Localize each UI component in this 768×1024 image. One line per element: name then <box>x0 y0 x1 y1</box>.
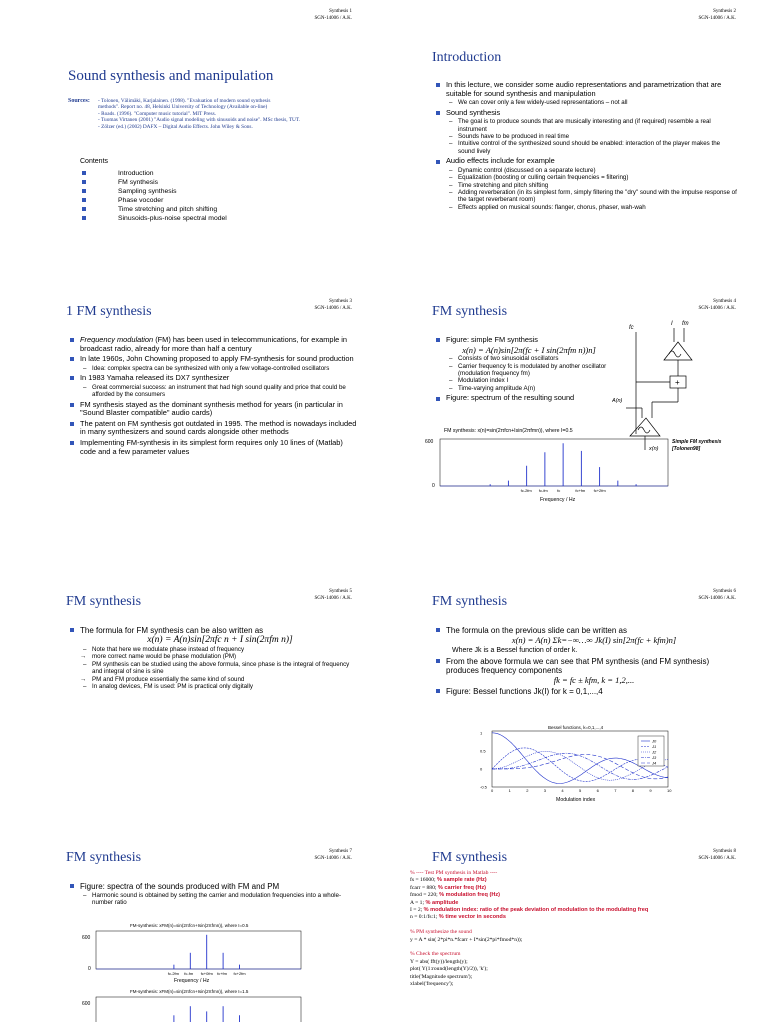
slide-number: Synthesis 1 SGN-14006 / A.K. <box>314 9 352 21</box>
sub-bullet: – Sounds have to be produced in real time <box>446 133 738 140</box>
plot-title: FM synthesis: x(n)=sin(2πfcn+Isin(2πfmn)), where I=0.5 <box>444 428 573 434</box>
bullet: Audio effects include for example – Dynamic control (discussed on a separate lecture) – Equalization (boosting or culling certain frequencies = filtering) – Time stretching and pitch shifting – Adding reverberation (in its simplest form, simply filtering the "dry" sound with the impulse response of the target reverberant room) – Effects applied on musical sounds: flanger, chorus, phaser, wah-wah <box>436 157 738 211</box>
x-axis-label: Frequency / Hz <box>540 497 576 503</box>
slide-5 <box>0 580 378 826</box>
x-tick-label: 9 <box>649 788 652 793</box>
bullet: In this lecture, we consider some audio representations and parametrization that are suitable for sound synthesis and manipulation – We can cover only a few widely-used representations – not all <box>436 81 738 107</box>
code-line <box>410 929 648 936</box>
code-token: n = 0:1/fs:1; <box>410 914 439 921</box>
source-reference: - Zölzer (ed.) (2002) DAFX – Digital Audio Effects. John Wiley & Sons. <box>98 123 253 130</box>
contents-item: FM synthesis <box>82 178 356 187</box>
source-reference: methods". Report no. 48, Helsinki University of Technology (Available on-line) <box>98 104 268 111</box>
slide-title: Sound synthesis and manipulation <box>68 68 274 84</box>
slide-3 <box>0 290 378 536</box>
code-token: y = A * sin( 2*pi*n.*fcarr + I*sin(2*pi*fmod*n)); <box>410 936 523 943</box>
slide-title: FM synthesis <box>432 850 508 865</box>
sub-bullet: – Carrier frequency fc is modulated by another oscillator (modulation frequency fm) <box>446 363 612 378</box>
slide-number: Synthesis 6 SGN-14006 / A.K. <box>698 589 736 601</box>
spectrum-plot <box>424 423 674 513</box>
y-tick-600: 600 <box>82 935 91 941</box>
pm-spectrum-plot <box>74 988 304 1022</box>
source-reference: - Tolonen, Välimäki, Karjalainen. (1998). "Evaluation of modern sound synthesis <box>98 98 271 104</box>
x-tick-label: fc+fm <box>217 971 227 976</box>
code-token: % Check the spectrum <box>410 951 461 958</box>
code-line <box>410 937 648 944</box>
formula: x(n) = A(n)sin[2πfc n + I sin(2πfm n)] <box>147 635 293 645</box>
code-token: fmod = 220; <box>410 892 440 899</box>
legend-entry: J4 <box>652 760 657 766</box>
code-line <box>410 914 648 921</box>
x-axis-label: Frequency / Hz <box>174 978 210 984</box>
slide-title: FM synthesis <box>432 304 508 319</box>
slide-2 <box>384 0 762 246</box>
y-tick-label: 0 <box>480 766 483 772</box>
code-line <box>410 922 648 929</box>
bullet-list <box>70 882 360 909</box>
contents-item: Sinusoids-plus-noise spectral model <box>82 214 356 223</box>
code-token: % modulation freq (Hz) <box>439 892 501 899</box>
y-tick-600: 600 <box>425 439 434 445</box>
sub-bullet: – Consists of two sinusoidal oscillators <box>446 355 612 362</box>
bullet: Frequency modulation (FM) has been used in telecommunications, for example in broadcast radio, already for more than half a century <box>70 336 360 353</box>
x-tick-label: fc <box>557 488 561 493</box>
x-tick-label: fc+2fm <box>593 488 606 493</box>
bullet-list <box>436 81 738 213</box>
contents-item: Introduction <box>82 169 356 178</box>
sub-bullet: – Note that here we modulate phase instead of frequency <box>80 646 360 653</box>
code-token: % modulation index: ratio of the peak deviation of modulation to the modulating freq <box>423 907 649 914</box>
code-token: % amplitude <box>425 899 459 906</box>
x-tick-label: fc+fm <box>575 488 586 493</box>
x-tick-label: 5 <box>579 788 582 793</box>
x-tick-label: 8 <box>631 788 635 793</box>
contents-item: Phase vocoder <box>82 196 356 205</box>
sub-bullet: – Idea: complex spectra can be synthesized with only a few voltage-controlled oscillators <box>80 365 360 372</box>
sub-bullet: – We can cover only a few widely-used representations – not all <box>446 99 738 106</box>
slide-title: 1 FM synthesis <box>66 304 152 319</box>
code-token: Y = abs( fft(y))/length(y); <box>410 958 468 965</box>
code-line <box>410 951 648 958</box>
legend-entry: J0 <box>652 738 657 744</box>
code-token: plot( Y(1:round(length(Y)/2)), 'k'); <box>410 966 488 973</box>
bullet: Sound synthesis – The goal is to produce sounds that are musically interesting and (if required) resemble a real instrument – Sounds have to be produced in real time – Intuitive control of the synthesized sound should be enabled: interaction of the player makes the sound lively <box>436 109 738 156</box>
x-tick-label: 2 <box>526 788 529 793</box>
y-tick-label: -0.5 <box>480 784 487 790</box>
bullet-list <box>70 626 360 692</box>
bullet: From the above formula we can see that PM synthesis (and FM synthesis) produces frequency components fk = fc ± kfm, k = 1,2,... <box>436 657 742 685</box>
code-token: % ---- Test PM synthesis in Matlab ---- <box>410 870 498 876</box>
slide-number: Synthesis 2 SGN-14006 / A.K. <box>698 9 736 21</box>
code-token: % time vector in seconds <box>438 914 506 921</box>
code-token: I = 2; <box>410 907 424 914</box>
sources-block <box>70 98 360 130</box>
legend-entry: J3 <box>652 755 657 760</box>
where-text: Where Jk is a Bessel function of order k. <box>452 647 578 654</box>
x-axis-label: Modulation index <box>556 797 596 802</box>
slide-4 <box>384 290 762 536</box>
formula: x(n) = A(n)sin[2π(fc + I sin(2πfm n))n] <box>462 344 596 355</box>
x-tick-label: 6 <box>596 788 599 793</box>
sources-label: Sources: <box>68 98 90 104</box>
sub-bullet: – Adding reverberation (in its simplest form, simply filtering the "dry" sound with the impulse response of the target reverberant room) <box>446 189 738 204</box>
diagram-citation: [Tolonen98] <box>672 446 701 452</box>
code-token: fcarr = 880; <box>410 884 438 891</box>
code-token: A = 1; <box>410 899 426 906</box>
bullet: Figure: spectrum of the resulting sound <box>436 394 612 403</box>
x-tick-label: fc+0fm <box>200 971 213 976</box>
plot-title: FM-synthesis: xFM(n)=sin(2πfcn+Isin(2πfmn)), where I=0.5 <box>130 923 249 928</box>
bullet: The formula for FM synthesis can be also written as x(n) = A(n)sin[2πfc n + I sin(2πfm n)] – Note that here we modulate phase instead of frequency → more correct name would be phase modulation (PM) – PM synthesis can be studied using the above formula, since phase is the integral of frequency and integral of sine is sine → PM and FM produce essentially the same kind of sound – In analog devices, FM is used: PM is practical only digitally <box>70 626 360 690</box>
slide-1 <box>0 0 378 246</box>
x-tick-label: 1 <box>508 788 511 793</box>
bullet-list <box>70 336 360 458</box>
sub-bullet: – PM synthesis can be studied using the above formula, since phase is the integral of frequency and integral of sine is sine <box>80 661 360 676</box>
bullet: In late 1960s, John Chowning proposed to apply FM-synthesis for sound production – Idea: complex spectra can be synthesized with only a few voltage-controlled oscillators <box>70 355 360 372</box>
diagram-caption: Simple FM synthesis <box>672 439 722 445</box>
bullet-list <box>436 336 612 405</box>
legend-entry: J2 <box>652 749 657 755</box>
code-line <box>410 981 648 988</box>
bullet: Figure: simple FM synthesis x(n) = A(n)sin[2π(fc + I sin(2πfm n))n] – Consists of two sinusoidal oscillators – Carrier frequency fc is modulated by another oscillator (modulation frequency fm) – Modulation index I – Time-varying amplitude A(n) <box>436 336 612 392</box>
slide-number: Synthesis 5 SGN-14006 / A.K. <box>314 589 352 601</box>
sub-bullet: → PM and FM produce essentially the same kind of sound <box>80 676 360 683</box>
sub-bullet: – Intuitive control of the synthesized sound should be enabled: interaction of the player makes the sound lively <box>446 140 738 155</box>
slide-number: Synthesis 4 SGN-14006 / A.K. <box>698 299 736 311</box>
sub-bullet: – Time-varying amplitude A(n) <box>446 385 612 392</box>
y-tick-label: 1 <box>480 730 483 736</box>
code-line <box>410 944 648 951</box>
plot-title: Bessel functions, k=0,1,...,4 <box>548 725 604 730</box>
y-tick-label: 0.5 <box>480 748 486 754</box>
slide-title: FM synthesis <box>432 594 508 609</box>
formula: x(n) = A(n) Σk=−∞…∞ Jk(I) sin[2π(fc + kfm)n] <box>511 635 677 645</box>
label-plus: + <box>675 378 680 387</box>
code-line <box>410 974 648 981</box>
contents-list <box>82 169 356 223</box>
sub-bullet: – Equalization (boosting or culling certain frequencies = filtering) <box>446 174 738 181</box>
contents-label: Contents <box>80 158 109 165</box>
x-tick-label: fc-fm <box>538 488 548 493</box>
x-tick-label: 10 <box>667 788 672 793</box>
bullet: Implementing FM-synthesis in its simplest form requires only 10 lines of (Matlab) code and a few parameter values <box>70 439 360 456</box>
bessel-plot <box>478 724 678 802</box>
bullet: The formula on the previous slide can be written as x(n) = A(n) Σk=−∞…∞ Jk(I) sin[2π(fc + kfm)n] Where Jk is a Bessel function of order k. <box>436 626 742 655</box>
label-fc: fc <box>629 325 634 331</box>
sub-bullet: – Dynamic control (discussed on a separate lecture) <box>446 167 738 174</box>
slide-title: FM synthesis <box>66 594 142 609</box>
slide-title: Introduction <box>432 50 502 65</box>
sub-bullet: – Effects applied on musical sounds: flanger, chorus, phaser, wah-wah <box>446 204 738 211</box>
formula: fk = fc ± kfm, k = 1,2,... <box>553 675 635 685</box>
contents-item: Time stretching and pitch shifting <box>82 205 356 214</box>
x-tick-label: 4 <box>561 788 564 793</box>
x-tick-label: 0 <box>491 788 494 793</box>
contents-item: Sampling synthesis <box>82 187 356 196</box>
label-fm: fm <box>682 321 689 327</box>
slide-8 <box>384 840 762 1024</box>
label-An: A(n) <box>612 398 623 404</box>
label-I: I <box>671 321 673 327</box>
slide-title: FM synthesis <box>66 850 142 865</box>
code-line <box>410 892 648 899</box>
bullet-list <box>436 626 742 698</box>
y-tick-0: 0 <box>88 966 91 972</box>
slide-6 <box>384 580 762 826</box>
code-token: % sample rate (Hz) <box>436 877 487 884</box>
x-tick-label: fc-2fm <box>520 488 532 493</box>
code-token: title('Magnitude spectrum'); <box>410 973 473 980</box>
slide-number: Synthesis 8 SGN-14006 / A.K. <box>698 849 736 861</box>
code-token: fs = 16000; <box>410 877 437 884</box>
x-tick-label: 7 <box>614 788 617 793</box>
sub-bullet: – In analog devices, FM is used: PM is practical only digitally <box>80 683 360 690</box>
slide-number: Synthesis 7 SGN-14006 / A.K. <box>314 849 352 861</box>
code-token: % PM synthesize the sound <box>410 929 472 936</box>
sub-bullet: – Modulation index I <box>446 377 612 384</box>
bullet: The patent on FM synthesis got outdated in 1995. The method is nowadays included in many synthesizers and sound cards alongside other methods <box>70 420 360 437</box>
bullet: FM synthesis stayed as the dominant synthesis method for years (in particular in "Sound Blaster compatible" audio cards) <box>70 401 360 418</box>
plot-title: FM-synthesis: xFM(n)=sin(2πfcn+Isin(2πfmn)), where I=1.5 <box>130 989 249 994</box>
code-line <box>410 966 648 973</box>
y-tick-0: 0 <box>432 483 435 489</box>
legend-entry: J1 <box>652 744 657 749</box>
code-token: xlabel('frequency'); <box>410 981 454 988</box>
slide-number: Synthesis 3 SGN-14006 / A.K. <box>314 299 352 311</box>
x-tick-label: fc-fm <box>184 971 194 976</box>
label-xn: x(n) <box>649 446 659 452</box>
slide-7 <box>0 840 378 1024</box>
source-reference: - Tuomas Virtanen (2001) "Audio signal modeling with sinusoids and noise". MSc thesis, TUT. <box>98 117 301 124</box>
sub-bullet: – Great commercial success: an instrument that had high sound quality and price that could be afforded by the consumers <box>80 384 360 399</box>
fm-spectrum-plot <box>74 922 304 992</box>
bullet: Figure: Bessel functions Jk(I) for k = 0,1,...,4 <box>436 687 742 696</box>
source-reference: - Roads. (1996). "Computer music tutorial". MIT Press. <box>98 110 216 117</box>
x-tick-label: 3 <box>543 788 547 793</box>
x-tick-label: fc+2fm <box>233 971 246 976</box>
sub-bullet: → more correct name would be phase modulation (PM) <box>80 653 360 660</box>
sub-bullet: – The goal is to produce sounds that are musically interesting and (if required) resemble a real instrument <box>446 118 738 133</box>
code-line <box>410 877 648 884</box>
code-line <box>410 900 648 907</box>
bullet: In 1983 Yamaha released its DX7 synthesizer – Great commercial success: an instrument that had high sound quality and price that could be afforded by the consumers <box>70 374 360 398</box>
matlab-code <box>410 870 648 989</box>
bullet: Figure: spectra of the sounds produced with FM and PM – Harmonic sound is obtained by setting the carrier and modulation frequencies into a whole-number ratio <box>70 882 360 907</box>
sub-bullet: – Harmonic sound is obtained by setting the carrier and modulation frequencies into a whole-number ratio <box>80 892 360 907</box>
x-tick-label: fc-2fm <box>167 971 180 976</box>
y-tick-600: 600 <box>82 1001 91 1007</box>
code-token: % carrier freq (Hz) <box>437 884 487 891</box>
sub-bullet: – Time stretching and pitch shifting <box>446 182 738 189</box>
